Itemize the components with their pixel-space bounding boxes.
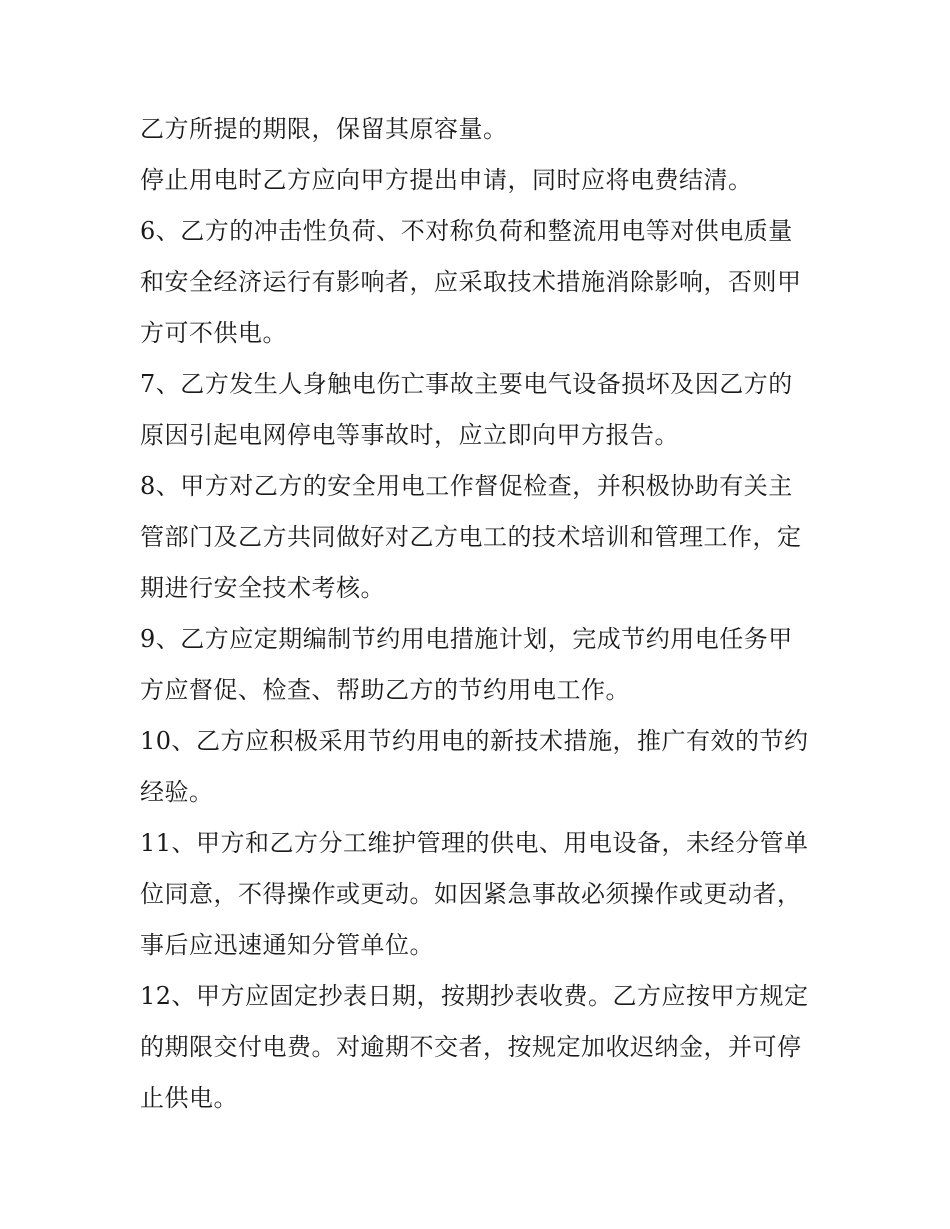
paragraph-clause-11: 11、甲方和乙方分工维护管理的供电、用电设备，未经分管单位同意，不得操作或更动。如因紧急事故必须操作或更动者，事后应迅速通知分管单位。 xyxy=(140,829,809,959)
paragraph-clause-7: 7、乙方发生人身触电伤亡事故主要电气设备损坏及因乙方的原因引起电网停电等事故时，应立即向甲方报告。 xyxy=(140,370,793,449)
paragraph-clause-6: 6、乙方的冲击性负荷、不对称负荷和整流用电等对供电质量和安全经济运行有影响者，应采取技术措施消除影响，否则甲方可不供电。 xyxy=(140,217,802,347)
paragraph-clause-9: 9、乙方应定期编制节约用电措施计划，完成节约用电任务甲方应督促、检查、帮助乙方的节约用电工作。 xyxy=(140,625,793,704)
document-body xyxy=(140,104,812,1124)
paragraph-clause-8: 8、甲方对乙方的安全用电工作督促检查，并积极协助有关主管部门及乙方共同做好对乙方电工的技术培训和管理工作，定期进行安全技术考核。 xyxy=(140,472,802,602)
paragraph-clause-10: 10、乙方应积极采用节约用电的新技术措施，推广有效的节约经验。 xyxy=(140,727,809,806)
paragraph-stop-usage: 停止用电时乙方应向甲方提出申请，同时应将电费结清。 xyxy=(140,166,753,194)
paragraph-clause-12: 12、甲方应固定抄表日期，按期抄表收费。乙方应按甲方规定的期限交付电费。对逾期不交者，按规定加收迟纳金，并可停止供电。 xyxy=(140,982,809,1112)
paragraph-capacity-retention: 乙方所提的期限，保留其原容量。 xyxy=(140,115,508,143)
